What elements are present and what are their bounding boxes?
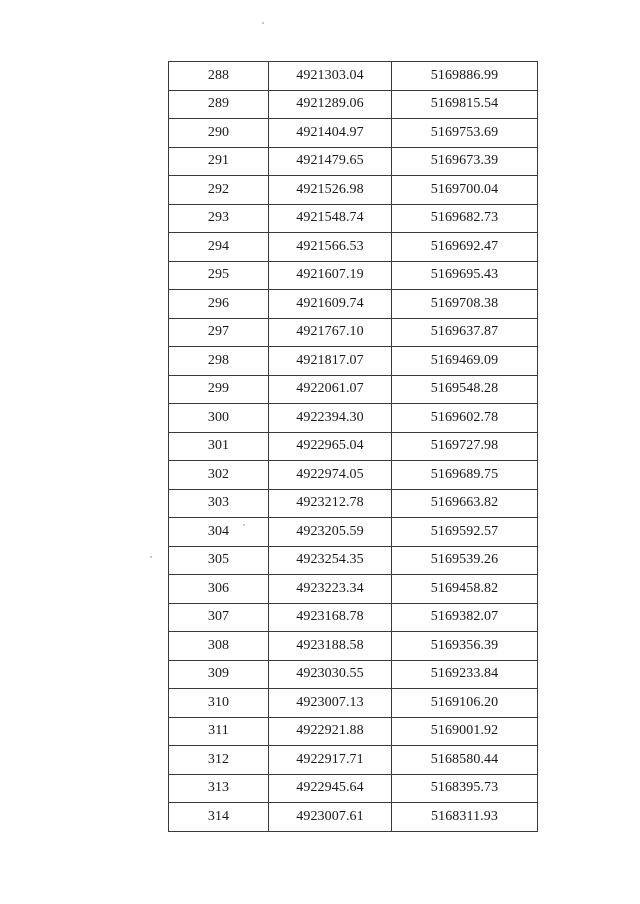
y-coordinate-cell: 5169592.57 [392, 518, 538, 547]
y-coordinate-cell: 5169700.04 [392, 176, 538, 205]
table-row [169, 404, 538, 433]
scan-speck [243, 524, 245, 526]
point-number-cell: 291 [169, 147, 269, 176]
y-coordinate-cell: 5169692.47 [392, 233, 538, 262]
table-row [169, 90, 538, 119]
point-number-cell: 307 [169, 603, 269, 632]
point-number-cell: 294 [169, 233, 269, 262]
table-row [169, 603, 538, 632]
x-coordinate-cell: 4922394.30 [269, 404, 392, 433]
table-row [169, 233, 538, 262]
point-number-cell: 297 [169, 318, 269, 347]
y-coordinate-cell: 5169663.82 [392, 489, 538, 518]
point-number-cell: 293 [169, 204, 269, 233]
point-number-cell: 302 [169, 461, 269, 490]
x-coordinate-cell: 4921609.74 [269, 290, 392, 319]
point-number-cell: 290 [169, 119, 269, 148]
table-row [169, 375, 538, 404]
table-row [169, 62, 538, 91]
table-row [169, 119, 538, 148]
y-coordinate-cell: 5169356.39 [392, 632, 538, 661]
coordinate-table [168, 61, 538, 832]
point-number-cell: 295 [169, 261, 269, 290]
x-coordinate-cell: 4923007.13 [269, 689, 392, 718]
x-coordinate-cell: 4921479.65 [269, 147, 392, 176]
table-row [169, 261, 538, 290]
point-number-cell: 305 [169, 546, 269, 575]
y-coordinate-cell: 5169602.78 [392, 404, 538, 433]
x-coordinate-cell: 4922061.07 [269, 375, 392, 404]
table-row [169, 147, 538, 176]
point-number-cell: 310 [169, 689, 269, 718]
x-coordinate-cell: 4921817.07 [269, 347, 392, 376]
y-coordinate-cell: 5169382.07 [392, 603, 538, 632]
point-number-cell: 312 [169, 746, 269, 775]
point-number-cell: 296 [169, 290, 269, 319]
point-number-cell: 308 [169, 632, 269, 661]
y-coordinate-cell: 5169695.43 [392, 261, 538, 290]
y-coordinate-cell: 5168311.93 [392, 803, 538, 832]
x-coordinate-cell: 4923254.35 [269, 546, 392, 575]
x-coordinate-cell: 4923030.55 [269, 660, 392, 689]
y-coordinate-cell: 5169682.73 [392, 204, 538, 233]
x-coordinate-cell: 4921289.06 [269, 90, 392, 119]
y-coordinate-cell: 5169106.20 [392, 689, 538, 718]
point-number-cell: 313 [169, 774, 269, 803]
table-row [169, 518, 538, 547]
y-coordinate-cell: 5169708.38 [392, 290, 538, 319]
point-number-cell: 299 [169, 375, 269, 404]
y-coordinate-cell: 5169886.99 [392, 62, 538, 91]
point-number-cell: 292 [169, 176, 269, 205]
table-row [169, 689, 538, 718]
x-coordinate-cell: 4923205.59 [269, 518, 392, 547]
point-number-cell: 301 [169, 432, 269, 461]
y-coordinate-cell: 5169815.54 [392, 90, 538, 119]
table-row [169, 461, 538, 490]
table-row [169, 489, 538, 518]
scan-speck [150, 556, 152, 558]
x-coordinate-cell: 4921767.10 [269, 318, 392, 347]
table-row [169, 803, 538, 832]
table-row [169, 660, 538, 689]
x-coordinate-cell: 4921303.04 [269, 62, 392, 91]
table-row [169, 632, 538, 661]
point-number-cell: 289 [169, 90, 269, 119]
table-row [169, 432, 538, 461]
point-number-cell: 306 [169, 575, 269, 604]
x-coordinate-cell: 4923188.58 [269, 632, 392, 661]
y-coordinate-cell: 5169001.92 [392, 717, 538, 746]
y-coordinate-cell: 5169458.82 [392, 575, 538, 604]
y-coordinate-cell: 5169689.75 [392, 461, 538, 490]
y-coordinate-cell: 5169727.98 [392, 432, 538, 461]
x-coordinate-cell: 4921526.98 [269, 176, 392, 205]
point-number-cell: 298 [169, 347, 269, 376]
y-coordinate-cell: 5168395.73 [392, 774, 538, 803]
table-row [169, 176, 538, 205]
x-coordinate-cell: 4923212.78 [269, 489, 392, 518]
x-coordinate-cell: 4923223.34 [269, 575, 392, 604]
x-coordinate-cell: 4922921.88 [269, 717, 392, 746]
y-coordinate-cell: 5169539.26 [392, 546, 538, 575]
x-coordinate-cell: 4922965.04 [269, 432, 392, 461]
y-coordinate-cell: 5169233.84 [392, 660, 538, 689]
x-coordinate-cell: 4921566.53 [269, 233, 392, 262]
scan-speck [262, 22, 264, 24]
table-row [169, 774, 538, 803]
x-coordinate-cell: 4922917.71 [269, 746, 392, 775]
table-row [169, 204, 538, 233]
y-coordinate-cell: 5169469.09 [392, 347, 538, 376]
x-coordinate-cell: 4922945.64 [269, 774, 392, 803]
point-number-cell: 309 [169, 660, 269, 689]
table-row [169, 290, 538, 319]
table-row [169, 546, 538, 575]
table-row [169, 746, 538, 775]
x-coordinate-cell: 4922974.05 [269, 461, 392, 490]
y-coordinate-cell: 5169637.87 [392, 318, 538, 347]
y-coordinate-cell: 5169753.69 [392, 119, 538, 148]
point-number-cell: 303 [169, 489, 269, 518]
table-row [169, 575, 538, 604]
x-coordinate-cell: 4921607.19 [269, 261, 392, 290]
point-number-cell: 311 [169, 717, 269, 746]
table-row [169, 717, 538, 746]
point-number-cell: 314 [169, 803, 269, 832]
table-row [169, 347, 538, 376]
x-coordinate-cell: 4921548.74 [269, 204, 392, 233]
coordinate-table-body [169, 62, 538, 832]
point-number-cell: 288 [169, 62, 269, 91]
point-number-cell: 304 [169, 518, 269, 547]
x-coordinate-cell: 4921404.97 [269, 119, 392, 148]
table-row [169, 318, 538, 347]
y-coordinate-cell: 5169548.28 [392, 375, 538, 404]
y-coordinate-cell: 5169673.39 [392, 147, 538, 176]
point-number-cell: 300 [169, 404, 269, 433]
x-coordinate-cell: 4923007.61 [269, 803, 392, 832]
y-coordinate-cell: 5168580.44 [392, 746, 538, 775]
x-coordinate-cell: 4923168.78 [269, 603, 392, 632]
